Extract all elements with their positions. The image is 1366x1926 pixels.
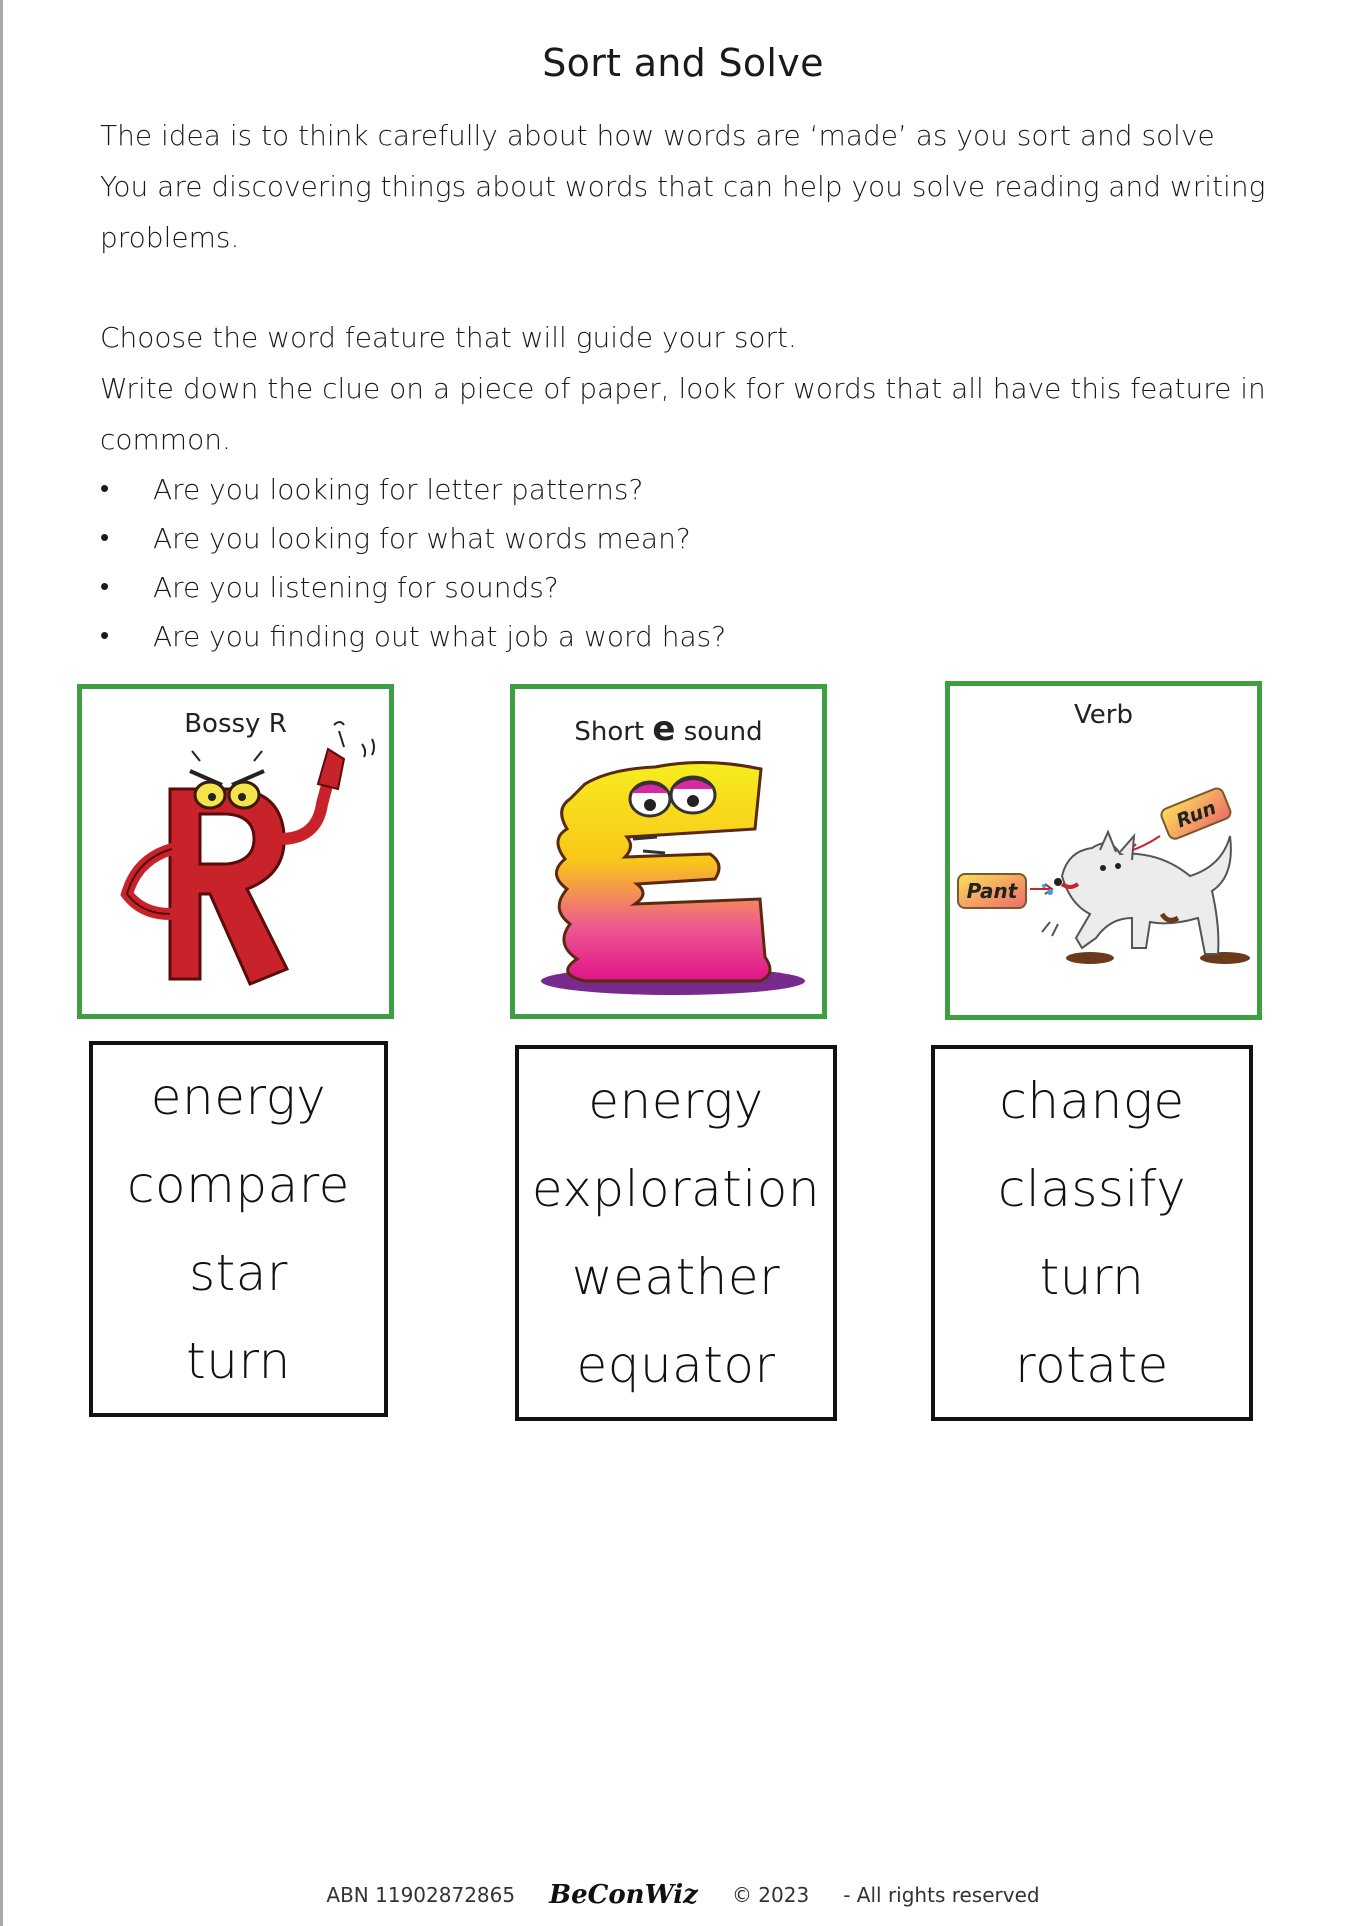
tag-run: Run — [1173, 796, 1220, 833]
footer-brand-logo: BeConWiz — [549, 1880, 698, 1910]
word: turn — [186, 1332, 291, 1390]
bossy-r-character-icon — [82, 689, 389, 1014]
short-e-character-icon — [515, 689, 822, 1014]
word: energy — [588, 1072, 764, 1130]
intro-line-1: The idea is to think carefully about how words are ‘made’ as you sort and solve — [100, 119, 1215, 152]
tag-pant: Pant — [966, 879, 1018, 903]
word-box-bossy-r — [89, 1041, 388, 1417]
question-item: • Are you looking for what words mean? — [100, 514, 1300, 563]
word: weather — [571, 1248, 781, 1306]
word: compare — [127, 1156, 350, 1214]
page-title: Sort and Solve — [542, 41, 824, 86]
word-box-verb — [931, 1045, 1253, 1421]
page-footer — [0, 1880, 1366, 1910]
card-verb — [945, 681, 1262, 1020]
card-short-e-sound — [510, 684, 827, 1019]
word: turn — [1039, 1248, 1145, 1306]
running-dog-icon — [950, 686, 1257, 1015]
question-item: • Are you listening for sounds? — [100, 563, 1300, 612]
word: star — [189, 1244, 288, 1302]
intro-line-2: You are discovering things about words that can help you solve reading and writing problems. — [100, 170, 1266, 254]
footer-copyright: © 2023 — [731, 1883, 810, 1907]
card-bossy-r — [77, 684, 394, 1019]
card-label: Short e sound — [574, 709, 763, 749]
card-label: Bossy R — [184, 709, 287, 739]
word: equator — [576, 1336, 776, 1394]
intro-text — [100, 110, 1300, 661]
footer-rights: - All rights reserved — [843, 1883, 1040, 1907]
word: rotate — [1015, 1336, 1169, 1394]
page-left-rule — [0, 0, 3, 1926]
word: energy — [150, 1068, 327, 1126]
intro-line-4: Write down the clue on a piece of paper, look for words that all have this feature in common. — [100, 372, 1266, 456]
word-box-short-e — [515, 1045, 837, 1421]
question-item: • Are you looking for letter patterns? — [100, 465, 1300, 514]
question-list — [100, 465, 1300, 661]
question-item: • Are you finding out what job a word has? — [100, 612, 1300, 661]
word: exploration — [531, 1160, 821, 1218]
footer-abn: ABN 11902872865 — [326, 1883, 516, 1907]
word: classify — [997, 1160, 1187, 1218]
word: change — [999, 1072, 1185, 1130]
intro-line-3: Choose the word feature that will guide your sort. — [100, 321, 797, 354]
card-label: Verb — [1074, 700, 1133, 730]
